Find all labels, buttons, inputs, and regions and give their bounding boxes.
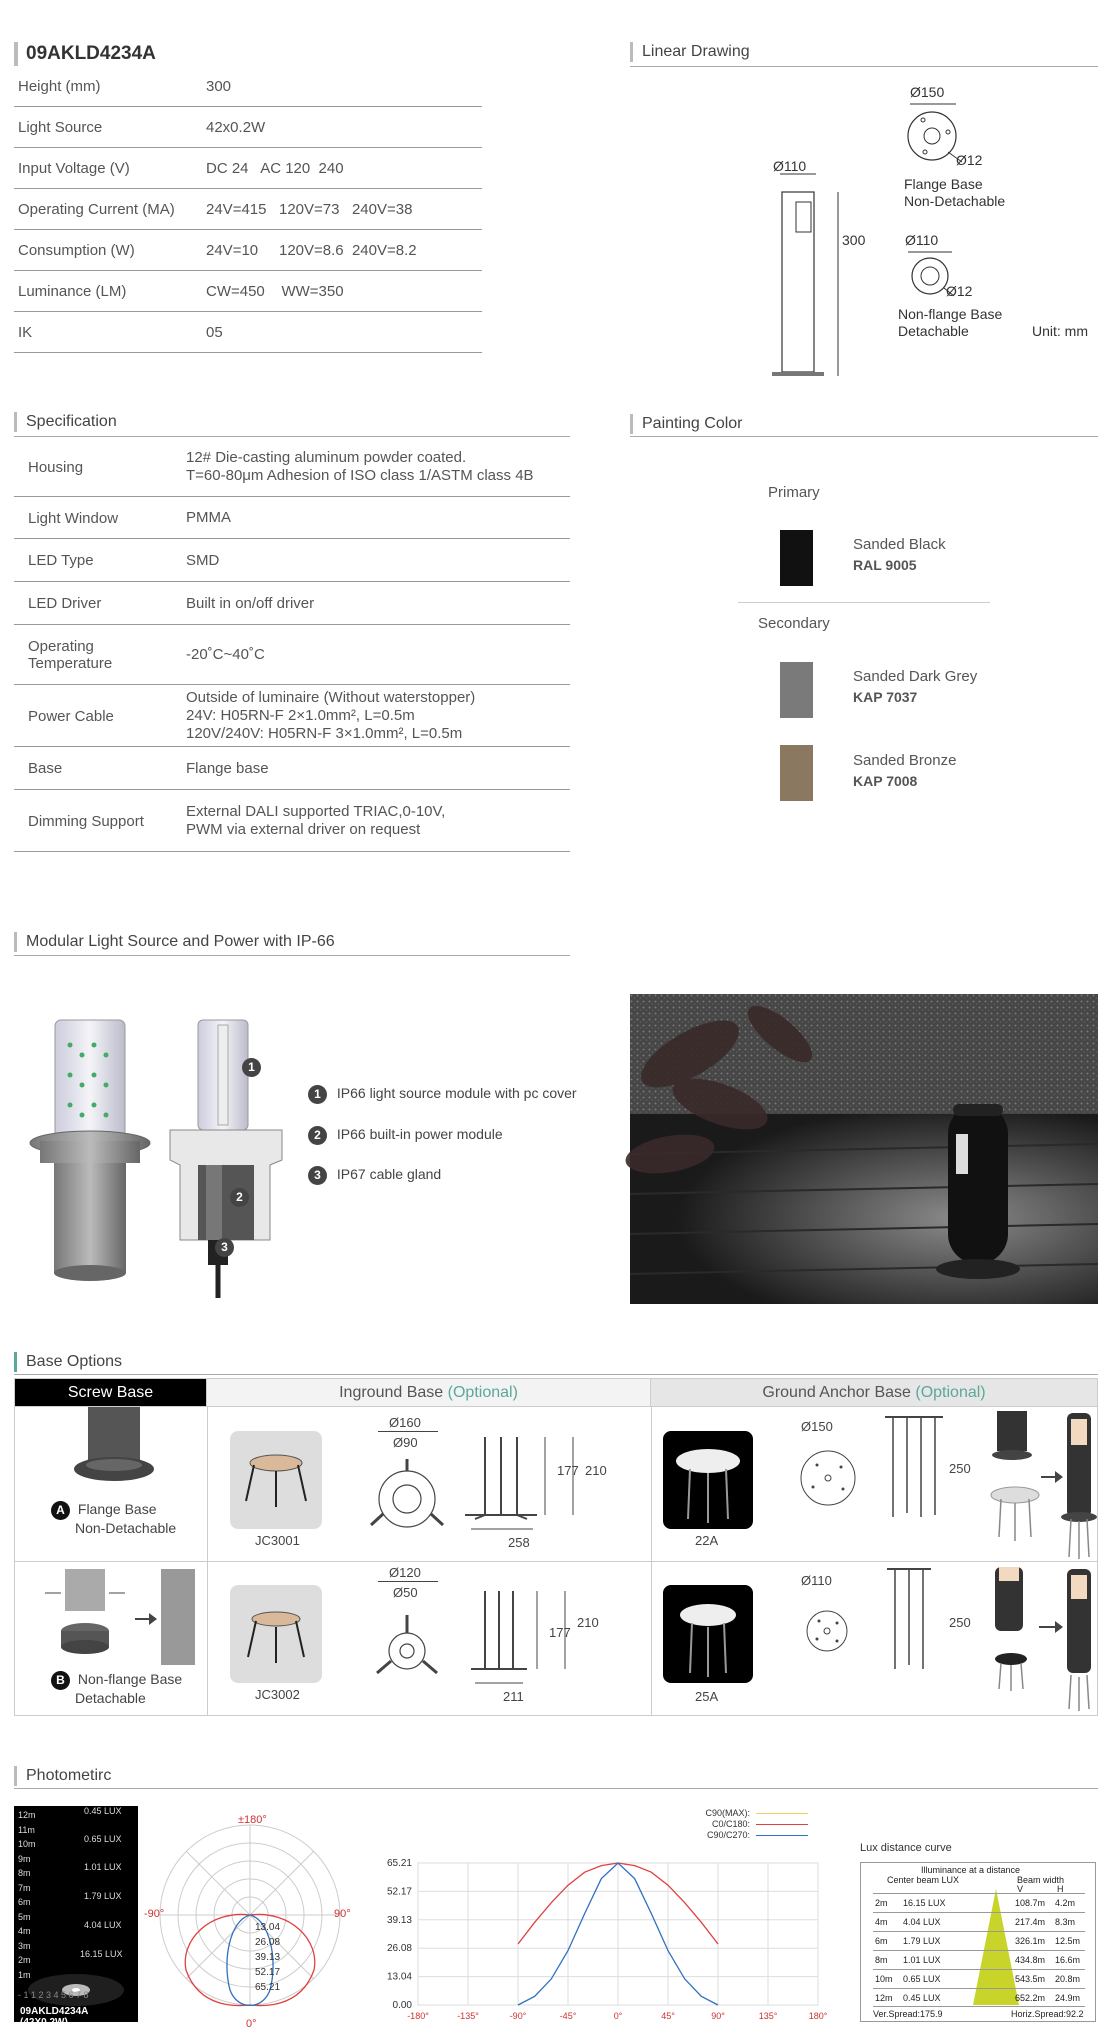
lux-distance-label: 3m <box>18 1940 31 1951</box>
illum-row <box>873 1969 1085 1988</box>
linear-drawing-title: Linear Drawing <box>630 42 750 62</box>
chart-y-tick: 65.21 <box>386 1858 412 1869</box>
chart-x-tick: -45° <box>559 2011 577 2021</box>
illum-row <box>873 1950 1085 1969</box>
spec-row <box>14 790 570 852</box>
anchor-25a-code: 25A <box>695 1689 719 1704</box>
legend-label: C90(MAX): <box>705 1808 750 1818</box>
illum-lux: 0.45 LUX <box>903 1993 941 2003</box>
illum-h: 8.3m <box>1055 1917 1076 1927</box>
spec-label: Housing <box>28 458 84 476</box>
color-swatch-bronze <box>780 745 813 801</box>
chart-x-tick: -135° <box>457 2011 479 2021</box>
illum-v: 217.4m <box>1015 1917 1046 1927</box>
lux-distance-label: 1m <box>18 1969 31 1980</box>
lux-value-label: 1.79 LUX <box>84 1891 122 1901</box>
illuminance-table <box>860 1862 1096 2022</box>
color-name-black: Sanded Black <box>853 536 946 553</box>
product-spec-row <box>14 189 482 230</box>
spec-label: LED Driver <box>28 595 102 612</box>
polar-ring-label: 13.04 <box>255 1922 281 1933</box>
spec-label: Dimming Support <box>28 812 144 830</box>
lux-distance-label: 8m <box>18 1868 31 1878</box>
spec-row <box>14 747 570 790</box>
jc3002-d2: Ø50 <box>393 1585 418 1600</box>
anchor-25a-part-icon <box>670 1593 746 1679</box>
illum-hor: Horiz.Spread:92.2 <box>1011 2009 1084 2019</box>
illum-lux: 4.04 LUX <box>903 1917 941 1927</box>
anchor-25a-assembly <box>975 1563 1095 1713</box>
chart-x-tick: -180° <box>407 2011 429 2021</box>
anchor-22a-part-icon <box>670 1439 746 1525</box>
product-spec-label: Consumption (W) <box>18 242 135 259</box>
nonflange-label-2: Detachable <box>898 323 969 339</box>
spec-row <box>14 685 570 747</box>
lux-distance-label: 2m <box>18 1955 31 1965</box>
product-spec-value: 24V=415 120V=73 240V=38 <box>206 201 413 218</box>
jc3001-width: 258 <box>508 1535 530 1550</box>
illum-h: 16.6m <box>1055 1955 1081 1965</box>
legend-swatch <box>756 1824 808 1825</box>
illum-v: 326.1m <box>1015 1936 1046 1946</box>
row-b-label: B Non-flange Base <box>51 1671 182 1690</box>
lux-distance-label: 9m <box>18 1853 31 1864</box>
linear-drawing-rule <box>630 66 1098 67</box>
bollard-base <box>772 372 824 376</box>
chart-x-tick: 45° <box>661 2011 675 2021</box>
modular-item-2: 2 IP66 built-in power module <box>308 1126 503 1145</box>
spec-row <box>14 625 570 685</box>
painting-divider <box>738 602 990 603</box>
screw-base-b-illustration <box>35 1569 195 1679</box>
illum-distance: 4m <box>875 1917 888 1927</box>
product-photo <box>630 994 1098 1304</box>
spec-label: Operating Temperature <box>28 638 113 672</box>
chart-y-tick: 13.04 <box>386 1971 412 1983</box>
callout-1-badge: 1 <box>242 1058 261 1077</box>
product-spec-row <box>14 148 482 189</box>
base-options-rule <box>14 1374 1098 1375</box>
screw-base-a-illustration <box>70 1407 160 1497</box>
lux-distance-label: 10m <box>18 1839 36 1849</box>
illum-row <box>873 1931 1085 1950</box>
chart-x-tick: 180° <box>808 2011 828 2021</box>
product-spec-value: DC 24 AC 120 240 <box>206 160 344 177</box>
anchor-25a-side-view <box>887 1569 937 1679</box>
legend-item <box>680 1830 810 1841</box>
product-spec-row <box>14 107 482 148</box>
anchor-22a-top-view <box>793 1443 863 1513</box>
illum-h: 4.2m <box>1055 1898 1076 1908</box>
spec-value: External DALI supported TRIAC,0-10V, PWM via external driver on request <box>186 803 446 838</box>
illum-hv: V <box>1017 1884 1024 1894</box>
lux-distance-label: 12m <box>18 1810 36 1820</box>
anchor-25a-height: 250 <box>949 1615 971 1630</box>
jc3002-part-icon <box>240 1597 312 1677</box>
product-spec-row <box>14 66 482 107</box>
modular-rule <box>14 955 570 956</box>
spec-value: 12# Die-casting aluminum powder coated. T=60-80μm Adhesion of ISO class 1/ASTM class 4B <box>186 449 534 484</box>
anchor-22a-height: 250 <box>949 1461 971 1476</box>
product-spec-value: 24V=10 120V=8.6 240V=8.2 <box>206 242 417 259</box>
spec-row <box>14 437 570 497</box>
illum-h: 20.8m <box>1055 1974 1081 1984</box>
jc3002-side-view <box>465 1591 595 1691</box>
lux-value-label: 4.04 LUX <box>84 1920 122 1930</box>
legend-swatch <box>756 1835 808 1836</box>
modular-item-3: 3 IP67 cable gland <box>308 1166 441 1185</box>
anchor-22a-side-view <box>885 1417 945 1527</box>
spec-value: Outside of luminaire (Without waterstopper) 24V: H05RN-F 2×1.0mm², L=0.5m 120V/240V: H05RN-F 3×1.0mm², L=0.5m <box>186 689 476 742</box>
chart-y-tick: 52.17 <box>386 1886 412 1898</box>
unit-label: Unit: mm <box>1032 323 1088 339</box>
spec-label: Light Window <box>28 509 119 527</box>
bollard-outline <box>782 192 814 372</box>
chart-x-tick: 90° <box>711 2011 725 2021</box>
bollard-window <box>796 202 811 232</box>
lux-distance-label: 11m <box>18 1824 35 1835</box>
illum-row <box>873 1893 1085 1912</box>
flange-label-1: Flange Base <box>904 176 983 192</box>
product-spec-label: IK <box>18 324 33 341</box>
photometric-rule <box>14 1788 1098 1789</box>
anchor-22a-code: 22A <box>695 1533 719 1548</box>
illum-distance: 6m <box>875 1936 888 1946</box>
legend-item <box>680 1808 810 1819</box>
color-swatch-black <box>780 530 813 586</box>
illum-v: 652.2m <box>1015 1993 1046 2003</box>
polar-bottom-label: 0° <box>246 2018 257 2030</box>
spec-label: Base <box>28 760 63 777</box>
spec-value: Built in on/off driver <box>186 594 315 612</box>
modular-title: Modular Light Source and Power with IP-66 <box>14 932 335 952</box>
lux-panel-caption: 09AKLD4234A (42X0.2W) <box>20 2006 88 2028</box>
chart-x-tick: 0° <box>613 2011 623 2021</box>
jc3002-h2: 210 <box>577 1615 599 1630</box>
illum-v: 108.7m <box>1015 1898 1046 1908</box>
spec-row <box>14 582 570 625</box>
flange-label-2: Non-Detachable <box>904 193 1006 209</box>
product-spec-row <box>14 230 482 271</box>
legend-swatch <box>756 1813 808 1814</box>
lux-distance-label: 4m <box>18 1926 31 1936</box>
color-code-black: RAL 9005 <box>853 557 917 573</box>
spec-label: Power Cable <box>28 707 114 725</box>
illum-lux: 0.65 LUX <box>903 1974 941 1984</box>
lux-distance-title: Lux distance curve <box>860 1842 952 1854</box>
lux-value-label: 0.65 LUX <box>84 1834 122 1844</box>
dim-nonflange-hole: Ø12 <box>946 283 973 299</box>
illum-ver: Ver.Spread:175.9 <box>873 2009 943 2019</box>
lux-distance-label: 7m <box>18 1882 31 1893</box>
product-spec-value: 05 <box>206 324 223 341</box>
col-screw-base: Screw Base <box>15 1379 207 1407</box>
product-spec-row <box>14 312 482 353</box>
spec-value: -20˚C~40˚C <box>186 646 265 663</box>
jc3002-code: JC3002 <box>255 1687 300 1702</box>
illum-lux: 1.79 LUX <box>903 1936 941 1946</box>
legend-item <box>680 1819 810 1830</box>
illum-row <box>873 1912 1085 1931</box>
polar-right-label: 90° <box>334 1908 351 1920</box>
jc3001-code: JC3001 <box>255 1533 300 1548</box>
col-ground-anchor-base: Ground Anchor Base (Optional) <box>651 1379 1097 1407</box>
lux-value-label: 1.01 LUX <box>84 1862 122 1872</box>
chart-x-tick: -90° <box>509 2011 527 2021</box>
chart-x-tick: 135° <box>758 2011 778 2021</box>
nonflange-label-1: Non-flange Base <box>898 306 1003 322</box>
color-name-grey: Sanded Dark Grey <box>853 668 978 685</box>
callout-3-badge: 3 <box>215 1238 234 1257</box>
modular-item-1: 1 IP66 light source module with pc cover <box>308 1085 577 1104</box>
jc3001-top-view <box>367 1459 447 1539</box>
base-options-table <box>14 1378 1098 1716</box>
spec-label: LED Type <box>28 552 94 569</box>
color-name-bronze: Sanded Bronze <box>853 752 957 769</box>
product-spec-label: Light Source <box>18 119 103 136</box>
spec-row <box>14 539 570 582</box>
anchor-25a-top-view <box>797 1601 857 1661</box>
anchor-25a-diameter: Ø110 <box>801 1573 832 1588</box>
polar-top-label: ±180° <box>238 1814 267 1826</box>
illum-hh: H <box>1057 1884 1064 1894</box>
chart-y-tick: 26.08 <box>386 1943 412 1955</box>
illum-h: 24.9m <box>1055 1993 1081 2003</box>
illum-distance: 12m <box>875 1993 893 2003</box>
illum-title: Illuminance at a distance <box>921 1865 1021 1875</box>
illum-h1: Center beam LUX <box>887 1875 960 1885</box>
lux-distance-label: 6m <box>18 1897 31 1907</box>
chart-y-tick: 0.00 <box>392 2000 412 2011</box>
painting-color-title: Painting Color <box>630 414 743 434</box>
polar-left-label: -90° <box>144 1908 165 1920</box>
specification-title: Specification <box>14 412 117 432</box>
legend-label: C0/C180: <box>711 1819 750 1829</box>
dim-nonflange-diameter: Ø110 <box>905 232 939 248</box>
dim-flange-diameter: Ø150 <box>910 84 945 100</box>
jc3001-side-view <box>465 1437 595 1537</box>
product-model-title: 09AKLD4234A <box>14 42 156 66</box>
illum-h: 12.5m <box>1055 1936 1081 1946</box>
jc3002-d1: Ø120 <box>389 1565 421 1580</box>
lux-panel: 12m 11m 10m 9m 8m 7m 6m 5m 4m 3m 2m 1m 0.45 LUX 0.65 LUX 1.01 LUX 1.79 LUX 4.04 LUX 16.15 LUX - 1 1 2 3 4 5 6 7 8 09AKLD4234A (42X0.2W) <box>14 1806 138 2022</box>
jc3001-d1: Ø160 <box>389 1415 421 1430</box>
jc3001-h2: 210 <box>585 1463 607 1478</box>
illum-distance: 8m <box>875 1955 888 1965</box>
spec-value: Flange base <box>186 759 269 777</box>
lux-value-label: 16.15 LUX <box>80 1949 123 1959</box>
row-a-label-2: Non-Detachable <box>75 1520 177 1536</box>
product-spec-label: Luminance (LM) <box>18 283 127 300</box>
dim-height: 300 <box>842 232 866 248</box>
illum-distance: 10m <box>875 1974 893 1984</box>
painting-color-rule <box>630 436 1098 437</box>
polar-ring-label: 26.08 <box>255 1937 281 1948</box>
spec-value: SMD <box>186 551 220 569</box>
callout-2-badge: 2 <box>230 1188 249 1207</box>
anchor-22a-diameter: Ø150 <box>801 1419 833 1434</box>
illum-lux: 1.01 LUX <box>903 1955 941 1965</box>
polar-ring-label: 39.13 <box>255 1952 281 1963</box>
product-spec-value: 42x0.2W <box>206 119 266 136</box>
dim-flange-hole: Ø12 <box>956 152 983 168</box>
polar-ring-label: 52.17 <box>255 1967 281 1978</box>
col-inground-base: Inground Base (Optional) <box>207 1379 651 1407</box>
jc3002-h1: 177 <box>549 1625 571 1640</box>
product-spec-value: 300 <box>206 78 232 95</box>
row-a-label: A Flange Base <box>51 1501 157 1520</box>
photometric-title: Photometirc <box>14 1766 111 1786</box>
color-code-bronze: KAP 7008 <box>853 773 918 789</box>
primary-label: Primary <box>768 484 820 501</box>
spec-row <box>14 497 570 539</box>
secondary-label: Secondary <box>758 615 830 632</box>
spec-value: PMMA <box>186 509 231 526</box>
jc3002-top-view <box>367 1611 447 1691</box>
color-code-grey: KAP 7037 <box>853 689 918 705</box>
lux-distance-label: 5m <box>18 1911 31 1922</box>
jc3002-width: 211 <box>503 1689 524 1704</box>
polar-ring-label: 65.21 <box>255 1982 281 1993</box>
product-spec-label: Operating Current (MA) <box>18 201 175 218</box>
illum-v: 434.8m <box>1015 1955 1046 1965</box>
illum-lux: 16.15 LUX <box>903 1898 946 1908</box>
illum-h2: Beam width <box>1017 1875 1065 1885</box>
illum-distance: 2m <box>875 1898 888 1908</box>
row-b-label-2: Detachable <box>75 1690 146 1706</box>
legend-label: C90/C270: <box>706 1830 750 1840</box>
product-spec-value: CW=450 WW=350 <box>206 283 344 300</box>
anchor-22a-assembly <box>975 1407 1095 1561</box>
light-distribution-chart <box>370 1855 830 2035</box>
jc3001-part-icon <box>240 1441 312 1521</box>
jc3001-d2: Ø90 <box>393 1435 418 1450</box>
illum-v: 543.5m <box>1015 1974 1046 1984</box>
color-swatch-grey <box>780 662 813 718</box>
dim-main-diameter: Ø110 <box>773 158 807 174</box>
lux-value-label: 0.45 LUX <box>84 1806 122 1816</box>
product-spec-label: Height (mm) <box>18 78 101 95</box>
product-spec-label: Input Voltage (V) <box>18 160 130 177</box>
product-spec-row <box>14 271 482 312</box>
illum-row <box>873 1988 1085 2007</box>
nonflange-base-circle <box>912 258 948 294</box>
chart-y-tick: 39.13 <box>386 1914 412 1926</box>
jc3001-h1: 177 <box>557 1463 579 1478</box>
base-options-title: Base Options <box>14 1352 122 1372</box>
